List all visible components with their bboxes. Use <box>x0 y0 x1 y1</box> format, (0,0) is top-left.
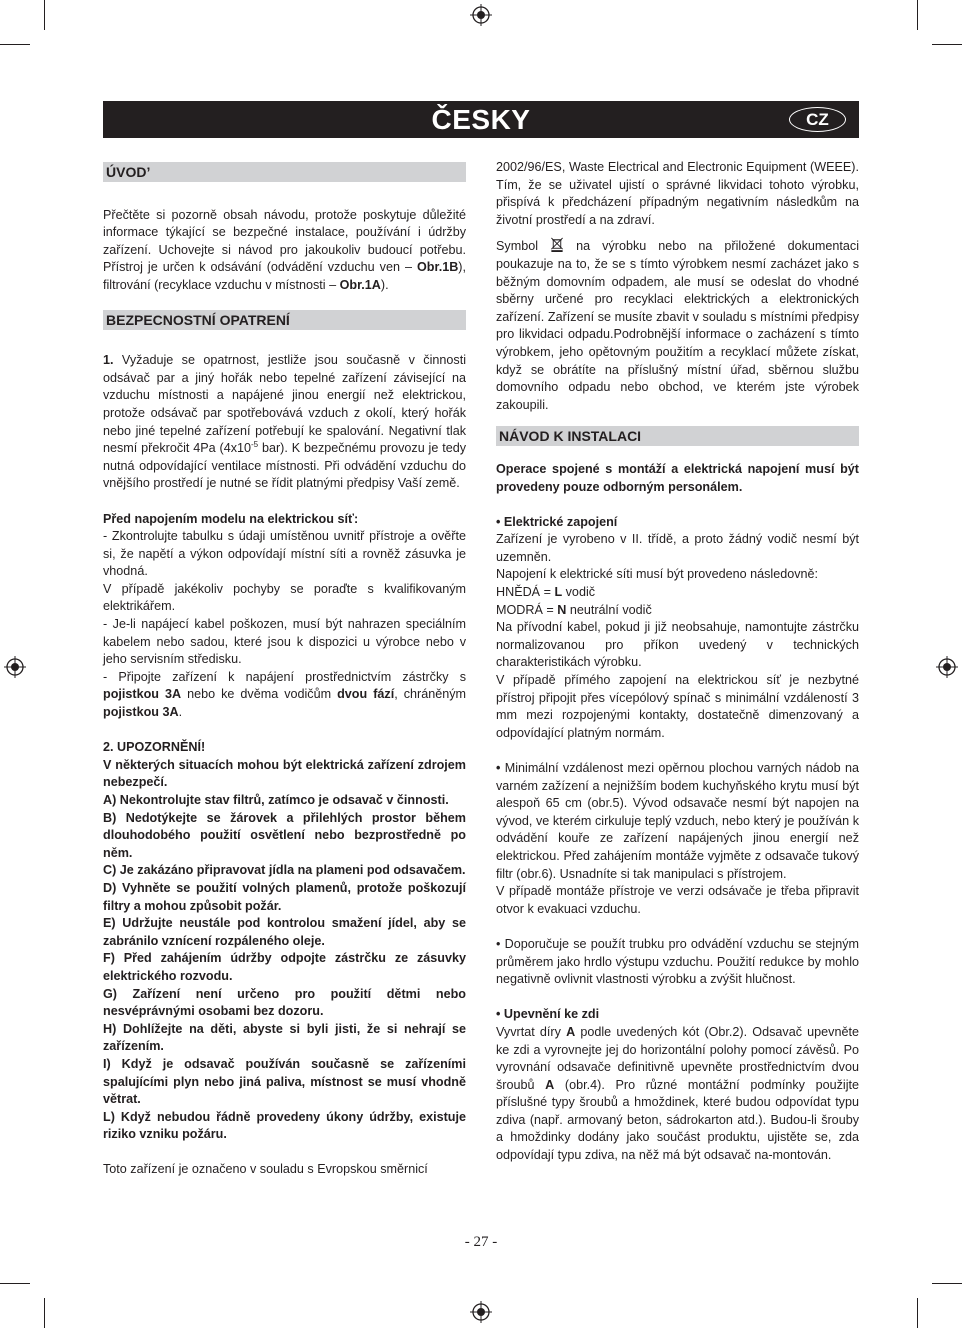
crop-mark <box>0 44 30 45</box>
warning-item: D) Vyhněte se použití volných plamenů, protože poškozují filtry a mohou způsobit požár. <box>103 880 466 913</box>
crop-mark <box>932 44 962 45</box>
wall-mount-heading: • Upevnění ke zdi <box>496 1007 600 1022</box>
distance-paragraph: V případě montáže přístroje ve verzi odsávače je třeba připravit otvor k evakuaci vzduchu. <box>496 884 859 916</box>
distance-paragraph: • Minimální vzdálenost mezi opěrnou plochou varných nádob na varném zažízení a nejnižším bodem kuchyňského krytu musí být alespoň 65 cm (obr.5). Vývod odsavače nesmí být napojen na vývod, ve kterém cirkuluje teplý vzduch, nebo který je používán k odvádění kouře ze zařízení napájených jinou energií než elektrickou. Před zahájením montáže vyjměte z odsavače tukový filtr (obr.6). Usnadníte si tak manipulaci s přístrojem. <box>496 761 859 881</box>
weee-symbol-paragraph: Symbol na výrobku nebo na přiložené dokumentaci poukazuje na to, že se s tímto výrobkem nesmí zacházet jako s běžným domovním odpadem, ale musí se odeslat do vhodné sběrny určené pro recyklaci elektrických a elektronických zařízení. Zařízení se musíte zbavit v souladu s místními předpisy pro likvidaci odpadu.Podrobnější informace o zacházení s tímto výrobkem, jeho opětovným použitím a recyklací můžete získat, když se obrátíte na příslušný místní úřad, sběrnou službu domovního odpadu nebo obchod, ve kterém jste výrobek zakoupili. <box>496 239 859 412</box>
warning-item: E) Udržujte neustále pod kontrolou smažení jídel, aby se zabránilo vznícení rozpáleného oleje. <box>103 916 466 948</box>
connection-item: - Je-li napájecí kabel poškozen, musí být nahrazen speciálním kabelem nebo sadou, které jsou k dispozici u výrobce nebo v jeho servisním středisku. <box>103 617 466 667</box>
page-title: ČESKY <box>431 104 531 135</box>
connection-heading: Před napojením modelu na elektrickou síť: <box>103 511 359 526</box>
crop-mark <box>917 0 918 30</box>
electrical-text: MODRÁ = N neutrální vodič <box>496 602 652 617</box>
safety-paragraph-1: 1. Vyžaduje se opatrnost, jestliže jsou současně v činnosti odsávač par a jiný hořák nebo tepelné zařízení závisející na vzduchu místnosti a napájené jinou energií než elektrickou, protože odsávač par spotřebovává vzduch z okolí, který hořák nebo jiné tepelné zařízení potřebují ke spalování. Negativní tlak nesmí překročit 4Pa ($4x10^{-5}$ bar). K bezpečnému provozu je tedy nutná odpovídající ventilace místnosti. Při odvádění vzduchu do vnějšího prostředí je nutné se řídit platnými předpisy Vaší země. <box>103 353 466 491</box>
registration-mark-icon <box>936 656 958 678</box>
crop-mark <box>932 1283 962 1284</box>
registration-mark-icon <box>470 1301 492 1323</box>
electrical-text: HNĚDÁ = L vodič <box>496 585 596 600</box>
crop-mark <box>0 1283 30 1284</box>
connection-item: - Zkontrolujte tabulku s údaji umístěnou uvnitř přístroje a ověřte si, že napětí a výkon odpovídají místní síti a rovněž zásuvka je vhodná. <box>103 529 466 579</box>
weee-bin-icon <box>550 237 564 252</box>
warning-item: H) Dohlížejte na děti, abyste si byli jisti, že si nehrají se zařízením. <box>103 1021 466 1054</box>
section-heading-installation: NÁVOD K INSTALACI <box>496 426 859 446</box>
warning-item: A) Nekontrolujte stav filtrů, zatímco je odsavač v činnosti. <box>103 793 449 807</box>
warning-intro: V některých situacích mohou být elektrická zařízení zdrojem nebezpečí. <box>103 757 466 790</box>
registration-mark-icon <box>470 4 492 26</box>
warning-item: I) Když je odsavač používán současně se zařízeními spalujícími plyn nebo jiná paliva, místnost se musí vhodně větrat. <box>103 1056 466 1107</box>
weee-paragraph-start: Toto zařízení je označeno v souladu s Evropskou směrnicí <box>103 1162 428 1177</box>
wall-mount-paragraph: Vyvrtat díry A podle uvedených kót (Obr.2). Odsavač upevněte ke zdi a vyrovnejte jej do horizontální polohy pomocí závěsů. Po vyrovnání odsavače definitivně upevněte prostřednictvím dvou šroubů A (obr.4). Pro různé montážní podmínky použijte příslušné typy šroubů a hmoždinek, které budou odpovídat typu zdiva (např. armovaný beton, sádrokarton atd.). Budou-li šrouby a hmoždinky dodány jako součást produktu, ujistěte se, zda odpovídají typu zdiva, na něž má být odsavač na-montován. <box>496 1024 859 1163</box>
language-badge: CZ <box>789 107 846 132</box>
warning-heading: 2. UPOZORNĚNÍ! <box>103 740 206 755</box>
crop-mark <box>44 1298 45 1328</box>
crop-mark <box>917 1298 918 1328</box>
weee-paragraph-continued: 2002/96/ES, Waste Electrical and Electronic Equipment (WEEE). Tím, že se uživatel ujistí o správné likvidaci tohoto výrobku, přispívá k předcházení případným negativním následkům na životní prostředí a na zdraví. <box>496 160 859 227</box>
electrical-text: V případě přímého zapojení na elektrickou síť je nezbytné přístroj připojit přes vícepólový spínač s minimální vzdáleností 3 mm mezi rozpojenými kontakty, dostatečně dimenzovaný a odpovídající platným normám. <box>496 673 859 740</box>
section-heading-safety: BEZPECNOSTNÍ OPATRENÍ <box>103 310 466 330</box>
electrical-heading: • Elektrické zapojení <box>496 514 618 529</box>
registration-mark-icon <box>4 656 26 678</box>
electrical-text: Zařízení je vyrobeno v II. třídě, a proto žádný vodič nesmí být uzemněn. <box>496 532 859 564</box>
warning-item: C) Je zakázáno připravovat jídla na plameni pod odsavačem. <box>103 863 466 878</box>
page-number: - 27 - <box>464 1234 498 1250</box>
connection-item: - Připojte zařízení k napájení prostřednictvím zástrčky s pojistkou 3A nebo ke dvěma vodičům dvou fází, chráněným pojistkou 3A. <box>103 669 467 720</box>
electrical-text: Na přívodní kabel, pokud ji již neobsahuje, namontujte zástrčku normalizovanou pro příkon uvedený v technických charakteristikách výrobku. <box>496 620 859 670</box>
section-heading-uvod: ÚVOD’ <box>103 162 466 182</box>
duct-paragraph: • Doporučuje se použít trubku pro odvádění vzduchu se stejným průměrem jako hrdlo výstupu vzduchu. Použití redukce by mohlo negativně ovlivnit vlastnosti výrobku a zvýšit hlučnost. <box>496 936 859 987</box>
intro-paragraph: Přečtěte si pozorně obsah návodu, protože poskytuje důležité informace týkající se bezpečné instalace, používání i údržby zařízení. Uchovejte si návod pro jakoukoliv budoucí potřebu. Přístroj je určen k odsávání (odvádění vzduchu ven – Obr.1B), filtrování (recyklace vzduchu v místnosti – Obr.1A). <box>103 207 466 292</box>
warning-item: F) Před zahájením údržby odpojte zástrčku ze zásuvky elektrického rozvodu. <box>103 951 466 983</box>
right-column <box>496 159 859 1165</box>
left-column <box>103 162 466 1179</box>
warning-item: B) Nedotýkejte se žárovek a přilehlých prostor během dlouhodobého použití osvětlení nebo bezprostředně po něm. <box>103 810 466 860</box>
warning-item: L) Když nebudou řádně provedeny úkony údržby, existuje riziko vzniku požáru. <box>103 1109 466 1142</box>
crop-mark <box>44 0 45 30</box>
electrical-text: Napojení k elektrické síti musí být provedeno následovně: <box>496 567 819 582</box>
language-header <box>103 101 859 138</box>
warning-item: G) Zařízení není určeno pro použití dětmi nebo nesvéprávnými osobami bez dozoru. <box>103 986 466 1019</box>
installation-intro: Operace spojené s montáží a elektrická napojení musí být provedeny pouze odborným personálem. <box>496 461 859 494</box>
connection-item: V případě jakékoliv pochyby se poraďte s kvalifikovaným elektrikářem. <box>103 581 466 614</box>
